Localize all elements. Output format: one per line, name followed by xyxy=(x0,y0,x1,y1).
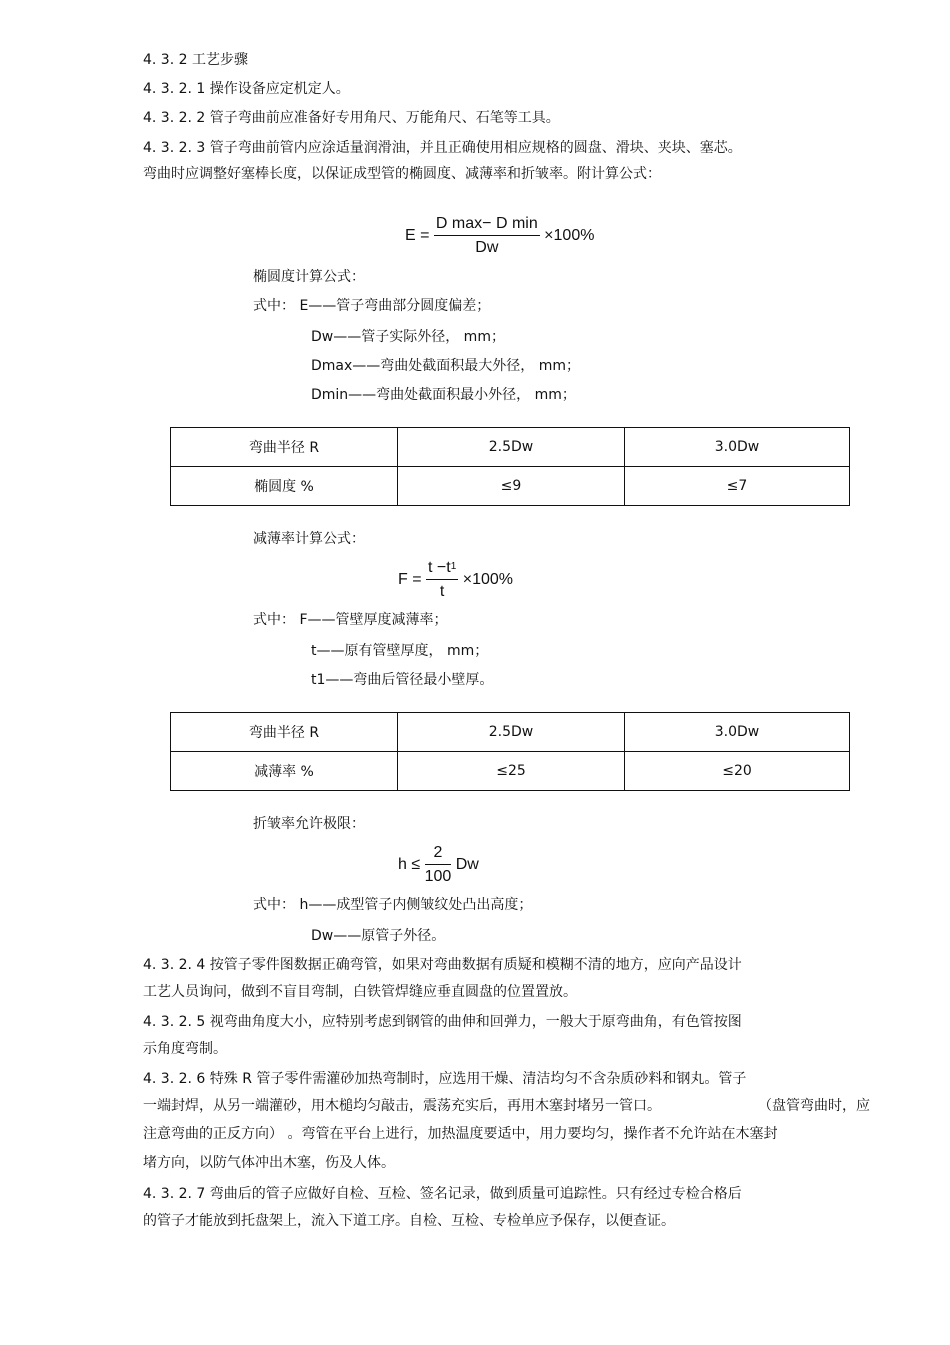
step-4-3-2-2: 4. 3. 2. 2 管子弯曲前应准备好专用角尺、万能角尺、石笔等工具。 xyxy=(143,110,560,126)
wrinkle-formula-tail: Dw xyxy=(455,856,479,873)
wrinkle-def-dw: Dw——原管子外径。 xyxy=(311,928,446,944)
step-4-3-2-6-line2b: （盘管弯曲时，应 xyxy=(758,1098,870,1114)
table-row xyxy=(171,467,850,506)
table-cell: ≤7 xyxy=(625,467,850,506)
table-cell: 椭圆度 % xyxy=(171,467,398,506)
table-row xyxy=(171,428,850,467)
table-cell: ≤9 xyxy=(398,467,625,506)
thinning-formula-lhs: F = xyxy=(398,571,422,588)
thinning-label: 减薄率计算公式： xyxy=(253,531,365,547)
step-4-3-2-6-line1: 4. 3. 2. 6 特殊 R 管子零件需灌砂加热弯制时，应选用干燥、清洁均匀不含杂质砂料和钢丸。管子 xyxy=(143,1071,747,1087)
thinning-denominator: t xyxy=(439,583,445,600)
wrinkle-numerator: 2 xyxy=(425,845,452,865)
table-cell: 2.5Dw xyxy=(398,428,625,467)
ovality-table xyxy=(170,427,850,506)
ovality-def-dmin: Dmin——弯曲处截面积最小外径， mm； xyxy=(311,387,576,403)
ovality-formula-tail: ×100% xyxy=(544,227,595,244)
step-4-3-2-6-line3: 注意弯曲的正反方向） 。弯管在平台上进行，加热温度要适中，用力要均匀，操作者不允许站在木塞封 xyxy=(143,1126,778,1142)
wrinkle-def-h: 式中： h——成型管子内侧皱纹处凸出高度； xyxy=(253,897,533,913)
ovality-fraction xyxy=(434,216,540,256)
table-cell: 3.0Dw xyxy=(625,428,850,467)
thinning-formula-tail: ×100% xyxy=(462,571,513,588)
thinning-def-f: 式中： F——管壁厚度减薄率； xyxy=(253,612,448,628)
ovality-def-dmax: Dmax——弯曲处截面积最大外径， mm； xyxy=(311,358,581,374)
ovality-label: 椭圆度计算公式： xyxy=(253,269,365,285)
step-4-3-2-1: 4. 3. 2. 1 操作设备应定机定人。 xyxy=(143,81,350,97)
thinning-numerator xyxy=(426,560,458,580)
table-row xyxy=(171,752,850,791)
thinning-formula xyxy=(398,560,513,600)
table-row xyxy=(171,713,850,752)
thinning-fraction xyxy=(426,560,458,600)
ovality-formula xyxy=(405,216,594,256)
thinning-numerator-subscript: 1 xyxy=(450,561,457,572)
step-4-3-2-3-line2: 弯曲时应调整好塞棒长度，以保证成型管的椭圆度、减薄率和折皱率。附计算公式： xyxy=(143,166,661,182)
wrinkle-formula-lhs: h ≤ xyxy=(398,856,421,873)
thinning-def-t: t——原有管壁厚度， mm； xyxy=(311,643,489,659)
section-heading: 4. 3. 2 工艺步骤 xyxy=(143,52,248,68)
wrinkle-formula xyxy=(398,845,479,885)
step-4-3-2-4-line2: 工艺人员询问，做到不盲目弯制，白铁管焊缝应垂直圆盘的位置置放。 xyxy=(143,984,577,1000)
ovality-formula-lhs: E = xyxy=(405,227,430,244)
ovality-denominator: Dw xyxy=(475,239,499,256)
wrinkle-denominator: 100 xyxy=(424,868,452,885)
thinning-numerator-text: t −t xyxy=(428,559,451,576)
table-cell: 弯曲半径 R xyxy=(171,713,398,752)
step-4-3-2-6-line2a: 一端封焊，从另一端灌砂，用木槌均匀敲击，震荡充实后，再用木塞封堵另一管口。 xyxy=(143,1098,661,1114)
step-4-3-2-3-line1: 4. 3. 2. 3 管子弯曲前管内应涂适量润滑油，并且正确使用相应规格的圆盘、滑块、夹块、塞芯。 xyxy=(143,140,742,156)
step-4-3-2-5-line2: 示角度弯制。 xyxy=(143,1041,227,1057)
wrinkle-fraction xyxy=(425,845,452,885)
ovality-def-dw: Dw——管子实际外径， mm； xyxy=(311,329,505,345)
table-cell: ≤25 xyxy=(398,752,625,791)
step-4-3-2-7-line2: 的管子才能放到托盘架上，流入下道工序。自检、互检、专检单应予保存，以便查证。 xyxy=(143,1213,675,1229)
wrinkle-label: 折皱率允许极限： xyxy=(253,816,365,832)
step-4-3-2-7-line1: 4. 3. 2. 7 弯曲后的管子应做好自检、互检、签名记录，做到质量可追踪性。只有经过专检合格后 xyxy=(143,1186,742,1202)
ovality-numerator: D max− D min xyxy=(434,216,540,236)
ovality-def-e: 式中： E——管子弯曲部分圆度偏差； xyxy=(253,298,491,314)
table-cell: 3.0Dw xyxy=(625,713,850,752)
table-cell: 减薄率 % xyxy=(171,752,398,791)
step-4-3-2-5-line1: 4. 3. 2. 5 视弯曲角度大小，应特别考虑到钢管的曲伸和回弹力，一般大于原弯曲角，有色管按图 xyxy=(143,1014,742,1030)
thinning-def-t1: t1——弯曲后管径最小壁厚。 xyxy=(311,672,494,688)
thinning-table xyxy=(170,712,850,791)
step-4-3-2-6-line4: 堵方向，以防气体冲出木塞，伤及人体。 xyxy=(143,1155,395,1171)
table-cell: 弯曲半径 R xyxy=(171,428,398,467)
table-cell: ≤20 xyxy=(625,752,850,791)
step-4-3-2-4-line1: 4. 3. 2. 4 按管子零件图数据正确弯管，如果对弯曲数据有质疑和模糊不清的地方，应向产品设计 xyxy=(143,957,742,973)
table-cell: 2.5Dw xyxy=(398,713,625,752)
